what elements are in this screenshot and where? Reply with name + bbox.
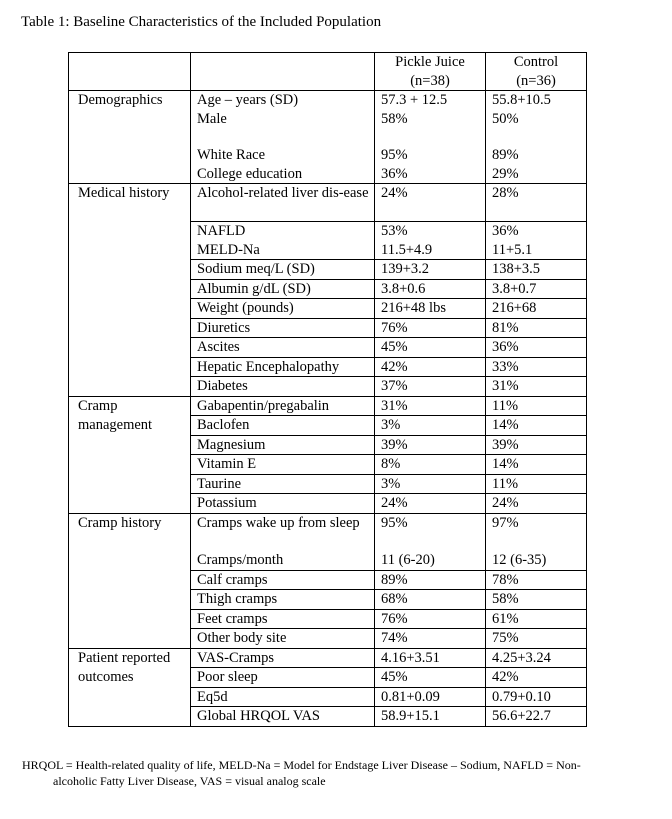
header-row (69, 53, 587, 91)
control-value: 36% (486, 222, 587, 241)
baseline-characteristics-table (68, 52, 587, 727)
pickle-juice-value: 139+3.2 (375, 260, 486, 280)
control-value: 36% (486, 338, 587, 358)
table-row (69, 184, 587, 222)
characteristic-cell: Global HRQOL VAS (191, 707, 375, 727)
characteristic-cell: Vitamin E (191, 455, 375, 475)
control-value: 11% (486, 474, 587, 494)
characteristic-cell: Potassium (191, 494, 375, 514)
control-value: 4.25+3.24 (486, 648, 587, 668)
pickle-juice-value: 3% (375, 416, 486, 436)
characteristic-cell: Other body site (191, 629, 375, 649)
header-pickle-n: (n=38) (410, 72, 450, 89)
header-pickle-juice (375, 53, 486, 91)
pickle-juice-value: 8% (375, 455, 486, 475)
footnote-line-1: HRQOL = Health-related quality of life, MELD-Na = Model for Endstage Liver Disease – Sodium, NAFLD = Non- (22, 758, 581, 772)
control-value: 89% (486, 146, 587, 165)
characteristic-cell: Gabapentin/pregabalin (191, 396, 375, 416)
header-control (486, 53, 587, 91)
pickle-juice-value: 3.8+0.6 (375, 279, 486, 299)
control-value: 3.8+0.7 (486, 279, 587, 299)
control-value: 216+68 (486, 299, 587, 319)
characteristic-cell: VAS-Cramps (191, 648, 375, 668)
pickle-juice-value: 53% (375, 222, 486, 241)
characteristic-cell: Alcohol-related liver dis-ease (191, 184, 375, 222)
characteristic-cell: Baclofen (191, 416, 375, 436)
pickle-juice-value: 45% (375, 338, 486, 358)
characteristic-cell: Poor sleep (191, 668, 375, 688)
pickle-juice-value: 95% (375, 146, 486, 165)
pickle-juice-value: 57.3 + 12.5 (375, 91, 486, 110)
characteristic-cell: Male (191, 110, 375, 146)
pickle-juice-value: 4.16+3.51 (375, 648, 486, 668)
control-value: 11% (486, 396, 587, 416)
characteristic-cell: Cramps/month (191, 551, 375, 570)
pickle-juice-value: 58% (375, 110, 486, 146)
characteristic-cell: Eq5d (191, 687, 375, 707)
control-value: 61% (486, 609, 587, 629)
header-cell-empty-1 (69, 53, 191, 91)
pickle-juice-value: 76% (375, 609, 486, 629)
pickle-juice-value: 11 (6-20) (375, 551, 486, 570)
control-value: 39% (486, 435, 587, 455)
pickle-juice-value: 74% (375, 629, 486, 649)
characteristic-cell: Calf cramps (191, 570, 375, 590)
control-value: 31% (486, 377, 587, 397)
pickle-juice-value: 216+48 lbs (375, 299, 486, 319)
control-value: 81% (486, 318, 587, 338)
control-value: 97% (486, 513, 587, 551)
characteristic-cell: Sodium meq/L (SD) (191, 260, 375, 280)
pickle-juice-value: 31% (375, 396, 486, 416)
characteristic-cell: Cramps wake up from sleep (191, 513, 375, 551)
pickle-juice-value: 42% (375, 357, 486, 377)
control-value: 50% (486, 110, 587, 146)
control-value: 24% (486, 494, 587, 514)
control-value: 29% (486, 165, 587, 184)
characteristic-cell: Diabetes (191, 377, 375, 397)
characteristic-cell: NAFLD (191, 222, 375, 241)
characteristic-cell: Feet cramps (191, 609, 375, 629)
pickle-juice-value: 89% (375, 570, 486, 590)
pickle-juice-value: 76% (375, 318, 486, 338)
characteristic-cell: Albumin g/dL (SD) (191, 279, 375, 299)
footnote (22, 757, 652, 789)
control-value: 0.79+0.10 (486, 687, 587, 707)
pickle-juice-value: 0.81+0.09 (375, 687, 486, 707)
pickle-juice-value: 36% (375, 165, 486, 184)
group-label: Cramp management (69, 396, 191, 513)
header-pickle-label: Pickle Juice (395, 54, 465, 70)
control-value: 78% (486, 570, 587, 590)
characteristic-cell: Magnesium (191, 435, 375, 455)
control-value: 56.6+22.7 (486, 707, 587, 727)
table-row (69, 513, 587, 551)
control-value: 11+5.1 (486, 241, 587, 260)
pickle-juice-value: 39% (375, 435, 486, 455)
characteristic-cell: Age – years (SD) (191, 91, 375, 110)
table-caption: Table 1: Baseline Characteristics of the Included Population (21, 14, 382, 30)
pickle-juice-value: 3% (375, 474, 486, 494)
table-row (69, 91, 587, 110)
group-label: Demographics (69, 91, 191, 184)
characteristic-cell: MELD-Na (191, 241, 375, 260)
header-cell-empty-2 (191, 53, 375, 91)
control-value: 14% (486, 455, 587, 475)
control-value: 28% (486, 184, 587, 222)
pickle-juice-value: 95% (375, 513, 486, 551)
characteristic-cell: College education (191, 165, 375, 184)
pickle-juice-value: 37% (375, 377, 486, 397)
group-label: Patient reported outcomes (69, 648, 191, 726)
control-value: 58% (486, 590, 587, 610)
characteristic-cell: Hepatic Encephalopathy (191, 357, 375, 377)
control-value: 75% (486, 629, 587, 649)
control-value: 33% (486, 357, 587, 377)
pickle-juice-value: 24% (375, 184, 486, 222)
characteristic-cell: Weight (pounds) (191, 299, 375, 319)
control-value: 42% (486, 668, 587, 688)
table-row (69, 648, 587, 668)
pickle-juice-value: 58.9+15.1 (375, 707, 486, 727)
group-label: Medical history (69, 184, 191, 397)
table-row (69, 396, 587, 416)
control-value: 55.8+10.5 (486, 91, 587, 110)
characteristic-cell: White Race (191, 146, 375, 165)
header-control-n: (n=36) (516, 72, 556, 89)
characteristic-cell: Ascites (191, 338, 375, 358)
footnote-line-2: alcoholic Fatty Liver Disease, VAS = visual analog scale (53, 774, 326, 788)
pickle-juice-value: 68% (375, 590, 486, 610)
group-label: Cramp history (69, 513, 191, 648)
header-control-label: Control (513, 54, 559, 70)
characteristic-cell: Taurine (191, 474, 375, 494)
pickle-juice-value: 45% (375, 668, 486, 688)
pickle-juice-value: 11.5+4.9 (375, 241, 486, 260)
characteristic-cell: Thigh cramps (191, 590, 375, 610)
characteristic-cell: Diuretics (191, 318, 375, 338)
pickle-juice-value: 24% (375, 494, 486, 514)
control-value: 12 (6-35) (486, 551, 587, 570)
control-value: 14% (486, 416, 587, 436)
control-value: 138+3.5 (486, 260, 587, 280)
